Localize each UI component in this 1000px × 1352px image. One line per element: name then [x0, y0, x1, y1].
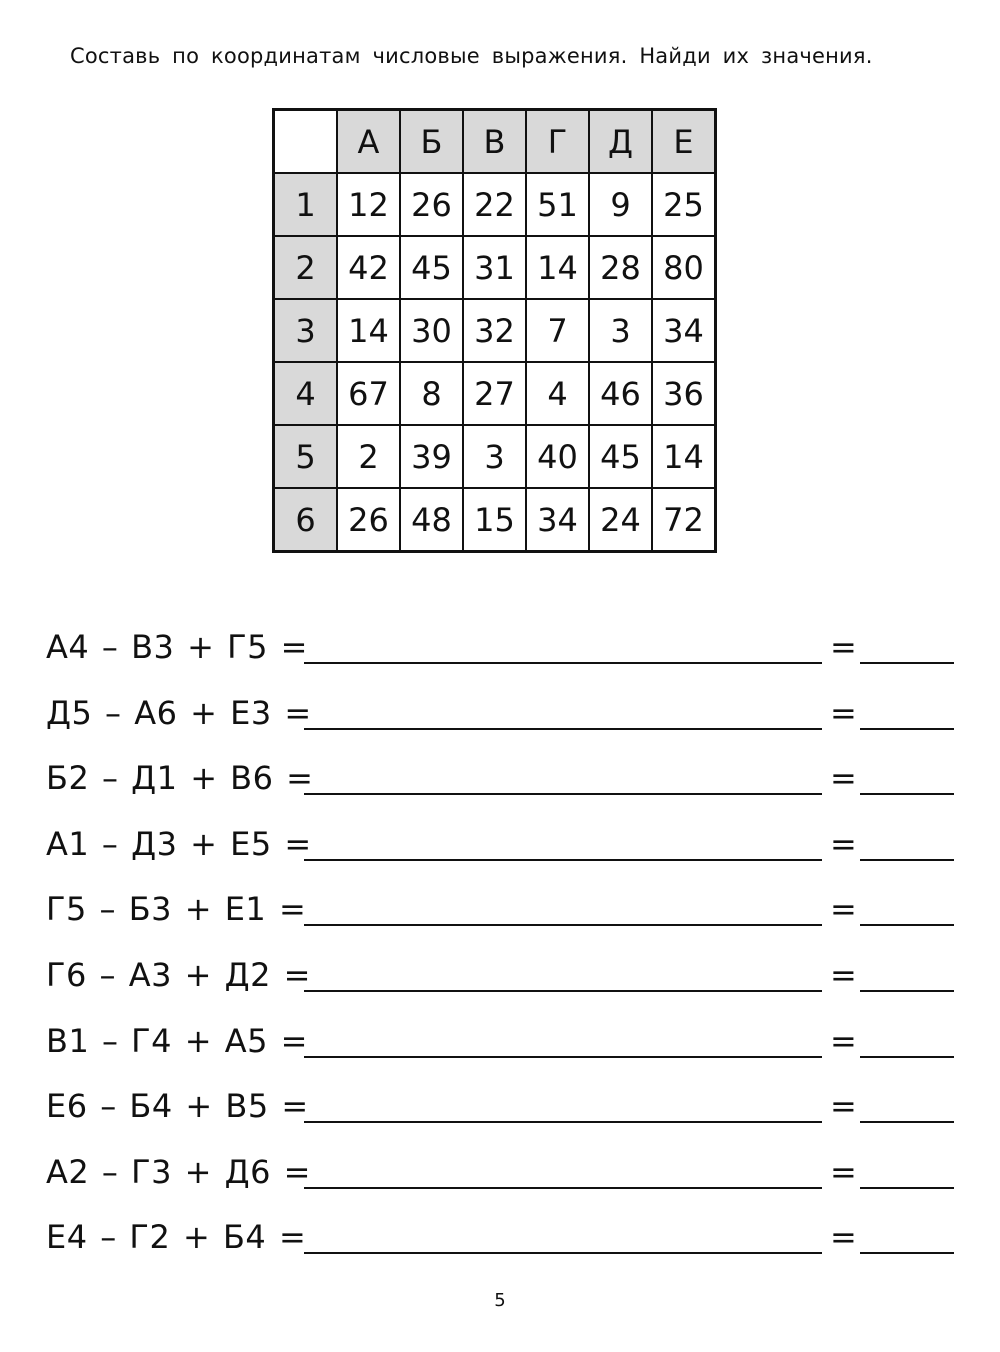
row-header: 3 [274, 299, 338, 362]
grid-cell: 40 [526, 425, 589, 488]
task-row [46, 1212, 956, 1278]
answer-line-result[interactable] [860, 662, 954, 664]
task-expression: Е6 – Б4 + В5 = [46, 1087, 309, 1126]
equals-sign: = [830, 824, 857, 863]
grid-cell: 34 [526, 488, 589, 552]
equals-sign: = [830, 693, 857, 732]
answer-line-expression[interactable] [304, 793, 822, 795]
task-expression: В1 – Г4 + А5 = [46, 1021, 308, 1060]
equals-sign: = [830, 1152, 857, 1191]
task-row [46, 1016, 956, 1082]
grid-cell: 14 [652, 425, 716, 488]
column-header: Е [652, 110, 716, 174]
grid-cell: 27 [463, 362, 526, 425]
answer-line-expression[interactable] [304, 924, 822, 926]
column-header: Г [526, 110, 589, 174]
grid-cell: 12 [337, 173, 400, 236]
grid-cell: 31 [463, 236, 526, 299]
grid-cell: 30 [400, 299, 463, 362]
grid-cell: 46 [589, 362, 652, 425]
answer-line-result[interactable] [860, 793, 954, 795]
grid-row [274, 425, 716, 488]
equals-sign: = [830, 890, 857, 929]
task-row [46, 1147, 956, 1213]
grid-cell: 34 [652, 299, 716, 362]
column-header: А [337, 110, 400, 174]
grid-cell: 2 [337, 425, 400, 488]
row-header: 6 [274, 488, 338, 552]
grid-cell: 48 [400, 488, 463, 552]
grid-cell: 45 [589, 425, 652, 488]
task-row [46, 950, 956, 1016]
task-row [46, 884, 956, 950]
task-expression: Б2 – Д1 + В6 = [46, 759, 314, 798]
grid-cell: 7 [526, 299, 589, 362]
row-header: 4 [274, 362, 338, 425]
instruction-text: Составь по координатам числовые выражения. Найди их значения. [70, 44, 873, 68]
task-row [46, 1081, 956, 1147]
task-expression: А1 – Д3 + Е5 = [46, 824, 312, 863]
answer-line-expression[interactable] [304, 990, 822, 992]
task-row [46, 819, 956, 885]
answer-line-result[interactable] [860, 1121, 954, 1123]
grid-cell: 3 [463, 425, 526, 488]
grid-cell: 14 [337, 299, 400, 362]
grid-cell: 72 [652, 488, 716, 552]
answer-line-expression[interactable] [304, 1252, 822, 1254]
equals-sign: = [830, 1021, 857, 1060]
equals-sign: = [830, 628, 857, 666]
task-expression: А4 – В3 + Г5 = [46, 628, 308, 666]
grid-cell: 80 [652, 236, 716, 299]
row-header: 5 [274, 425, 338, 488]
answer-line-expression[interactable] [304, 662, 822, 664]
grid-cell: 32 [463, 299, 526, 362]
row-header: 1 [274, 173, 338, 236]
answer-line-expression[interactable] [304, 1121, 822, 1123]
answer-line-result[interactable] [860, 859, 954, 861]
grid-cell: 4 [526, 362, 589, 425]
grid-row [274, 236, 716, 299]
grid-cell: 14 [526, 236, 589, 299]
grid-cell: 25 [652, 173, 716, 236]
equals-sign: = [830, 1087, 857, 1126]
grid-corner-cell [274, 110, 338, 174]
grid-cell: 24 [589, 488, 652, 552]
grid-cell: 26 [337, 488, 400, 552]
task-expression: Г6 – А3 + Д2 = [46, 955, 311, 994]
task-expression: Е4 – Г2 + Б4 = [46, 1218, 307, 1257]
grid-row [274, 488, 716, 552]
grid-cell: 36 [652, 362, 716, 425]
grid-cell: 15 [463, 488, 526, 552]
grid-row [274, 362, 716, 425]
column-header: Б [400, 110, 463, 174]
grid-cell: 28 [589, 236, 652, 299]
grid-row [274, 299, 716, 362]
task-expression: А2 – Г3 + Д6 = [46, 1152, 311, 1191]
answer-line-result[interactable] [860, 1252, 954, 1254]
task-expression: Г5 – Б3 + Е1 = [46, 890, 307, 929]
answer-line-expression[interactable] [304, 728, 822, 730]
task-list [46, 622, 956, 1278]
grid-row [274, 173, 716, 236]
grid-cell: 22 [463, 173, 526, 236]
task-row [46, 622, 956, 688]
page-number: 5 [494, 1290, 506, 1311]
answer-line-result[interactable] [860, 1187, 954, 1189]
answer-line-result[interactable] [860, 990, 954, 992]
answer-line-result[interactable] [860, 728, 954, 730]
grid-header-row [274, 110, 716, 174]
grid-cell: 51 [526, 173, 589, 236]
equals-sign: = [830, 759, 857, 798]
task-row [46, 753, 956, 819]
column-header: В [463, 110, 526, 174]
row-header: 2 [274, 236, 338, 299]
grid-cell: 39 [400, 425, 463, 488]
grid-cell: 42 [337, 236, 400, 299]
answer-line-expression[interactable] [304, 859, 822, 861]
task-row [46, 688, 956, 754]
grid-cell: 67 [337, 362, 400, 425]
equals-sign: = [830, 1218, 857, 1257]
grid-cell: 26 [400, 173, 463, 236]
grid-cell: 8 [400, 362, 463, 425]
coordinate-grid [272, 108, 717, 553]
column-header: Д [589, 110, 652, 174]
grid-cell: 3 [589, 299, 652, 362]
answer-line-result[interactable] [860, 924, 954, 926]
equals-sign: = [830, 955, 857, 994]
answer-line-expression[interactable] [304, 1056, 822, 1058]
answer-line-result[interactable] [860, 1056, 954, 1058]
task-expression: Д5 – А6 + Е3 = [46, 693, 312, 732]
grid-cell: 9 [589, 173, 652, 236]
answer-line-expression[interactable] [304, 1187, 822, 1189]
grid-cell: 45 [400, 236, 463, 299]
